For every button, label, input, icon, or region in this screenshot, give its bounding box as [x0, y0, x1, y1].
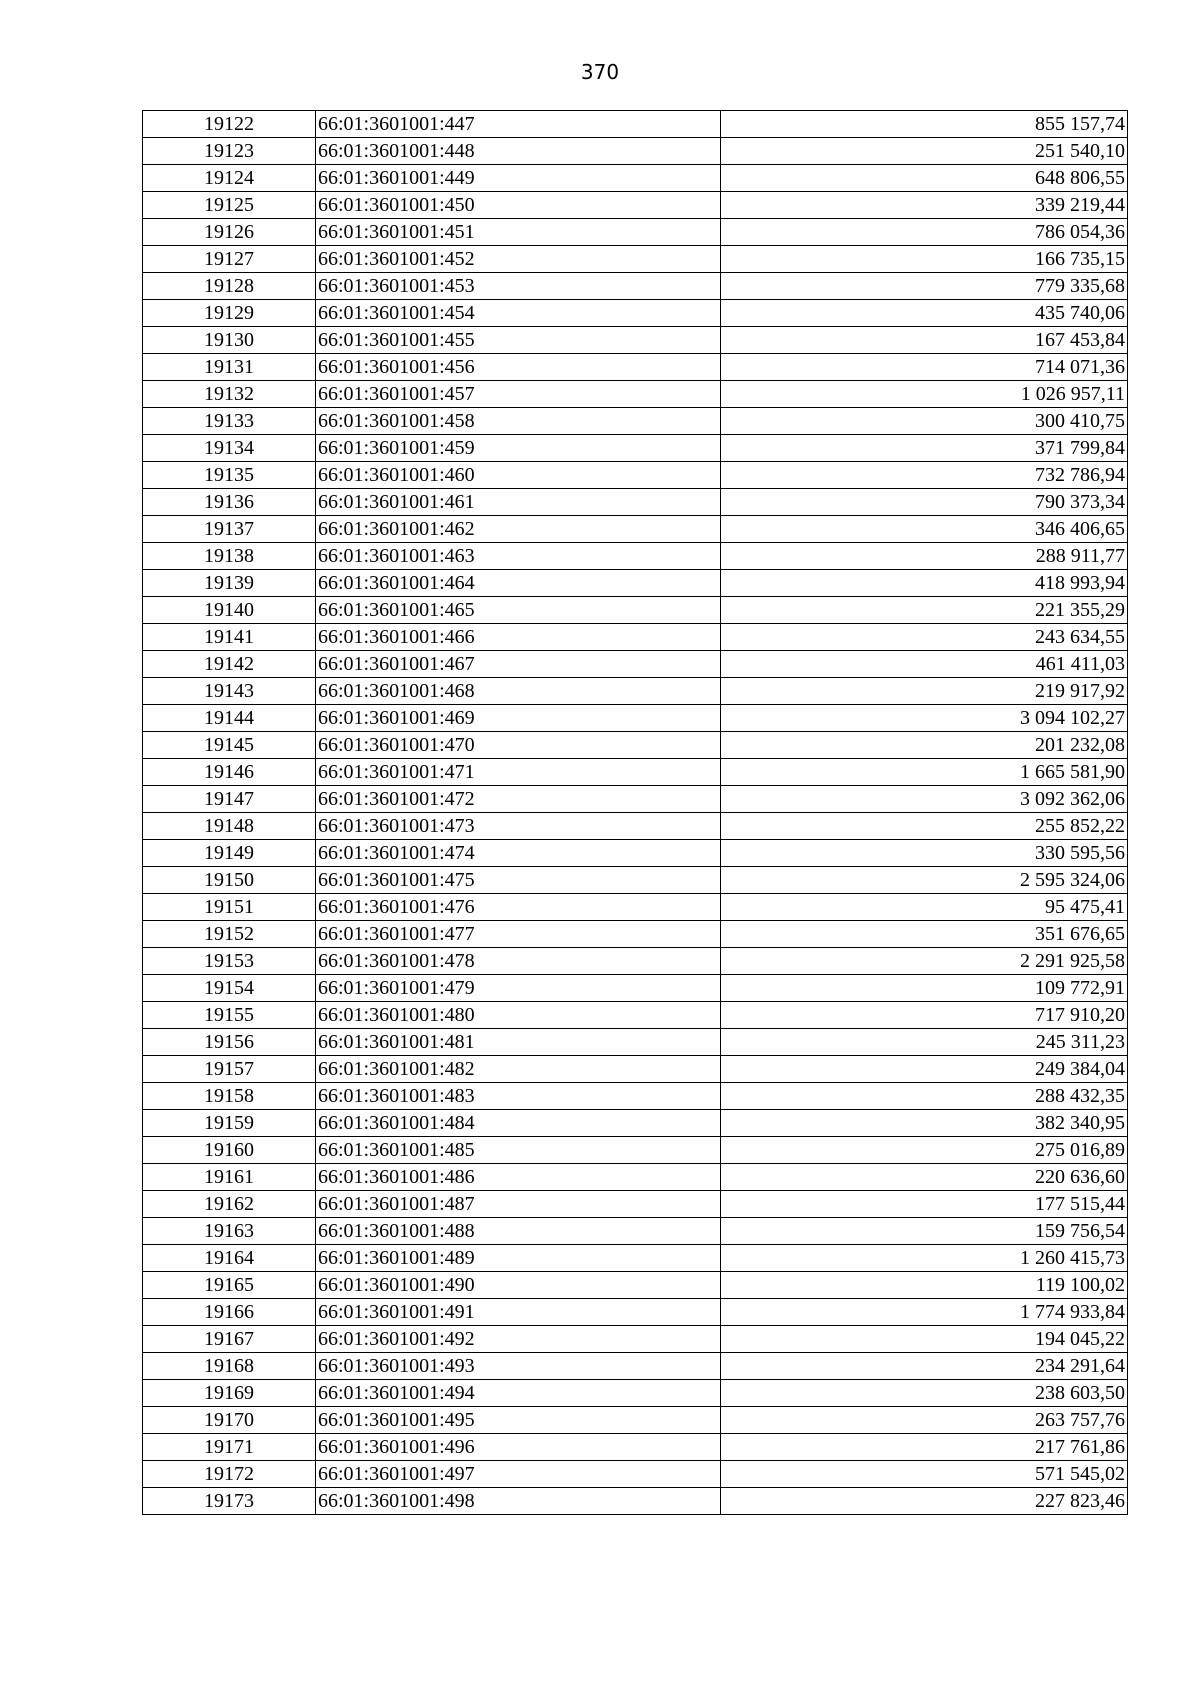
- table-row: [143, 786, 1128, 813]
- page-number: 370: [580, 60, 620, 84]
- table-row: [143, 300, 1128, 327]
- row-number-cell: 19152: [143, 921, 316, 948]
- cadastral-value-cell: 167 453,84: [721, 327, 1128, 354]
- cadastral-number-cell: 66:01:3601001:452: [316, 246, 721, 273]
- cadastral-value-cell: 2 291 925,58: [721, 948, 1128, 975]
- table-row: [143, 975, 1128, 1002]
- row-number-cell: 19125: [143, 192, 316, 219]
- row-number-cell: 19156: [143, 1029, 316, 1056]
- cadastral-number-cell: 66:01:3601001:490: [316, 1272, 721, 1299]
- table-row: [143, 948, 1128, 975]
- row-number-cell: 19151: [143, 894, 316, 921]
- table-row: [143, 732, 1128, 759]
- cadastral-number-cell: 66:01:3601001:469: [316, 705, 721, 732]
- cadastral-number-cell: 66:01:3601001:462: [316, 516, 721, 543]
- table-row: [143, 1029, 1128, 1056]
- table-row: [143, 327, 1128, 354]
- table-row: [143, 759, 1128, 786]
- cadastral-number-cell: 66:01:3601001:455: [316, 327, 721, 354]
- cadastral-number-cell: 66:01:3601001:486: [316, 1164, 721, 1191]
- row-number-cell: 19147: [143, 786, 316, 813]
- row-number-cell: 19128: [143, 273, 316, 300]
- row-number-cell: 19160: [143, 1137, 316, 1164]
- cadastral-value-cell: 418 993,94: [721, 570, 1128, 597]
- row-number-cell: 19168: [143, 1353, 316, 1380]
- cadastral-number-cell: 66:01:3601001:461: [316, 489, 721, 516]
- cadastral-number-cell: 66:01:3601001:466: [316, 624, 721, 651]
- cadastral-number-cell: 66:01:3601001:451: [316, 219, 721, 246]
- cadastral-number-cell: 66:01:3601001:495: [316, 1407, 721, 1434]
- cadastral-value-cell: 251 540,10: [721, 138, 1128, 165]
- table-row: [143, 381, 1128, 408]
- cadastral-value-cell: 227 823,46: [721, 1488, 1128, 1515]
- row-number-cell: 19134: [143, 435, 316, 462]
- row-number-cell: 19166: [143, 1299, 316, 1326]
- cadastral-value-cell: 786 054,36: [721, 219, 1128, 246]
- cadastral-number-cell: 66:01:3601001:489: [316, 1245, 721, 1272]
- cadastral-value-cell: 351 676,65: [721, 921, 1128, 948]
- table-row: [143, 165, 1128, 192]
- table-row: [143, 273, 1128, 300]
- cadastral-value-cell: 371 799,84: [721, 435, 1128, 462]
- table-row: [143, 1056, 1128, 1083]
- row-number-cell: 19173: [143, 1488, 316, 1515]
- table-row: [143, 138, 1128, 165]
- cadastral-number-cell: 66:01:3601001:448: [316, 138, 721, 165]
- row-number-cell: 19130: [143, 327, 316, 354]
- row-number-cell: 19169: [143, 1380, 316, 1407]
- cadastral-number-cell: 66:01:3601001:492: [316, 1326, 721, 1353]
- table-row: [143, 1245, 1128, 1272]
- row-number-cell: 19129: [143, 300, 316, 327]
- cadastral-number-cell: 66:01:3601001:467: [316, 651, 721, 678]
- row-number-cell: 19157: [143, 1056, 316, 1083]
- row-number-cell: 19143: [143, 678, 316, 705]
- row-number-cell: 19138: [143, 543, 316, 570]
- cadastral-value-cell: 221 355,29: [721, 597, 1128, 624]
- table-row: [143, 1488, 1128, 1515]
- cadastral-value-cell: 288 911,77: [721, 543, 1128, 570]
- cadastral-value-cell: 714 071,36: [721, 354, 1128, 381]
- cadastral-value-table: [142, 110, 1128, 1515]
- table-row: [143, 111, 1128, 138]
- cadastral-value-cell: 249 384,04: [721, 1056, 1128, 1083]
- cadastral-value-cell: 732 786,94: [721, 462, 1128, 489]
- cadastral-number-cell: 66:01:3601001:477: [316, 921, 721, 948]
- table-row: [143, 489, 1128, 516]
- cadastral-number-cell: 66:01:3601001:494: [316, 1380, 721, 1407]
- cadastral-value-cell: 1 665 581,90: [721, 759, 1128, 786]
- table-row: [143, 597, 1128, 624]
- table-row: [143, 1326, 1128, 1353]
- row-number-cell: 19172: [143, 1461, 316, 1488]
- row-number-cell: 19142: [143, 651, 316, 678]
- cadastral-number-cell: 66:01:3601001:473: [316, 813, 721, 840]
- table-row: [143, 1380, 1128, 1407]
- cadastral-number-cell: 66:01:3601001:496: [316, 1434, 721, 1461]
- cadastral-value-cell: 855 157,74: [721, 111, 1128, 138]
- cadastral-number-cell: 66:01:3601001:447: [316, 111, 721, 138]
- row-number-cell: 19140: [143, 597, 316, 624]
- table-row: [143, 840, 1128, 867]
- cadastral-value-cell: 288 432,35: [721, 1083, 1128, 1110]
- cadastral-value-cell: 648 806,55: [721, 165, 1128, 192]
- row-number-cell: 19135: [143, 462, 316, 489]
- cadastral-value-cell: 461 411,03: [721, 651, 1128, 678]
- table-row: [143, 219, 1128, 246]
- table-row: [143, 570, 1128, 597]
- row-number-cell: 19148: [143, 813, 316, 840]
- cadastral-number-cell: 66:01:3601001:493: [316, 1353, 721, 1380]
- cadastral-value-cell: 219 917,92: [721, 678, 1128, 705]
- cadastral-value-cell: 255 852,22: [721, 813, 1128, 840]
- cadastral-value-cell: 217 761,86: [721, 1434, 1128, 1461]
- row-number-cell: 19163: [143, 1218, 316, 1245]
- cadastral-value-cell: 790 373,34: [721, 489, 1128, 516]
- row-number-cell: 19131: [143, 354, 316, 381]
- cadastral-value-cell: 234 291,64: [721, 1353, 1128, 1380]
- cadastral-number-cell: 66:01:3601001:468: [316, 678, 721, 705]
- cadastral-value-cell: 166 735,15: [721, 246, 1128, 273]
- table-row: [143, 462, 1128, 489]
- row-number-cell: 19137: [143, 516, 316, 543]
- row-number-cell: 19139: [143, 570, 316, 597]
- cadastral-value-cell: 95 475,41: [721, 894, 1128, 921]
- row-number-cell: 19133: [143, 408, 316, 435]
- row-number-cell: 19165: [143, 1272, 316, 1299]
- row-number-cell: 19146: [143, 759, 316, 786]
- cadastral-value-cell: 435 740,06: [721, 300, 1128, 327]
- row-number-cell: 19145: [143, 732, 316, 759]
- cadastral-value-cell: 159 756,54: [721, 1218, 1128, 1245]
- row-number-cell: 19170: [143, 1407, 316, 1434]
- table-row: [143, 1434, 1128, 1461]
- cadastral-value-cell: 300 410,75: [721, 408, 1128, 435]
- cadastral-number-cell: 66:01:3601001:457: [316, 381, 721, 408]
- cadastral-number-cell: 66:01:3601001:458: [316, 408, 721, 435]
- cadastral-value-cell: 243 634,55: [721, 624, 1128, 651]
- table-row: [143, 543, 1128, 570]
- table-row: [143, 921, 1128, 948]
- table-row: [143, 624, 1128, 651]
- row-number-cell: 19158: [143, 1083, 316, 1110]
- table-row: [143, 1353, 1128, 1380]
- row-number-cell: 19123: [143, 138, 316, 165]
- table-row: [143, 1083, 1128, 1110]
- cadastral-value-cell: 779 335,68: [721, 273, 1128, 300]
- table-row: [143, 1299, 1128, 1326]
- table-row: [143, 678, 1128, 705]
- row-number-cell: 19150: [143, 867, 316, 894]
- row-number-cell: 19171: [143, 1434, 316, 1461]
- table-row: [143, 1002, 1128, 1029]
- cadastral-value-cell: 571 545,02: [721, 1461, 1128, 1488]
- cadastral-value-cell: 220 636,60: [721, 1164, 1128, 1191]
- cadastral-value-cell: 2 595 324,06: [721, 867, 1128, 894]
- cadastral-value-cell: 263 757,76: [721, 1407, 1128, 1434]
- row-number-cell: 19122: [143, 111, 316, 138]
- table-row: [143, 1164, 1128, 1191]
- table-row: [143, 867, 1128, 894]
- cadastral-value-cell: 119 100,02: [721, 1272, 1128, 1299]
- table-row: [143, 408, 1128, 435]
- row-number-cell: 19162: [143, 1191, 316, 1218]
- row-number-cell: 19149: [143, 840, 316, 867]
- row-number-cell: 19126: [143, 219, 316, 246]
- cadastral-value-cell: 3 092 362,06: [721, 786, 1128, 813]
- cadastral-number-cell: 66:01:3601001:476: [316, 894, 721, 921]
- cadastral-number-cell: 66:01:3601001:453: [316, 273, 721, 300]
- cadastral-number-cell: 66:01:3601001:483: [316, 1083, 721, 1110]
- row-number-cell: 19167: [143, 1326, 316, 1353]
- cadastral-value-cell: 330 595,56: [721, 840, 1128, 867]
- cadastral-number-cell: 66:01:3601001:482: [316, 1056, 721, 1083]
- table-row: [143, 813, 1128, 840]
- row-number-cell: 19153: [143, 948, 316, 975]
- cadastral-value-cell: 382 340,95: [721, 1110, 1128, 1137]
- cadastral-number-cell: 66:01:3601001:480: [316, 1002, 721, 1029]
- cadastral-number-cell: 66:01:3601001:450: [316, 192, 721, 219]
- cadastral-number-cell: 66:01:3601001:488: [316, 1218, 721, 1245]
- cadastral-number-cell: 66:01:3601001:479: [316, 975, 721, 1002]
- cadastral-number-cell: 66:01:3601001:472: [316, 786, 721, 813]
- cadastral-number-cell: 66:01:3601001:471: [316, 759, 721, 786]
- row-number-cell: 19164: [143, 1245, 316, 1272]
- cadastral-number-cell: 66:01:3601001:470: [316, 732, 721, 759]
- cadastral-number-cell: 66:01:3601001:465: [316, 597, 721, 624]
- cadastral-number-cell: 66:01:3601001:484: [316, 1110, 721, 1137]
- cadastral-number-cell: 66:01:3601001:475: [316, 867, 721, 894]
- cadastral-value-cell: 717 910,20: [721, 1002, 1128, 1029]
- row-number-cell: 19155: [143, 1002, 316, 1029]
- cadastral-value-cell: 177 515,44: [721, 1191, 1128, 1218]
- table-row: [143, 1272, 1128, 1299]
- table-row: [143, 1407, 1128, 1434]
- cadastral-value-cell: 1 260 415,73: [721, 1245, 1128, 1272]
- table-row: [143, 651, 1128, 678]
- cadastral-number-cell: 66:01:3601001:459: [316, 435, 721, 462]
- cadastral-value-cell: 339 219,44: [721, 192, 1128, 219]
- table-row: [143, 1110, 1128, 1137]
- row-number-cell: 19141: [143, 624, 316, 651]
- cadastral-value-cell: 245 311,23: [721, 1029, 1128, 1056]
- cadastral-number-cell: 66:01:3601001:454: [316, 300, 721, 327]
- cadastral-number-cell: 66:01:3601001:474: [316, 840, 721, 867]
- cadastral-value-cell: 275 016,89: [721, 1137, 1128, 1164]
- table-row: [143, 1218, 1128, 1245]
- row-number-cell: 19161: [143, 1164, 316, 1191]
- row-number-cell: 19154: [143, 975, 316, 1002]
- table-row: [143, 192, 1128, 219]
- table-row: [143, 435, 1128, 462]
- cadastral-number-cell: 66:01:3601001:478: [316, 948, 721, 975]
- row-number-cell: 19124: [143, 165, 316, 192]
- cadastral-number-cell: 66:01:3601001:491: [316, 1299, 721, 1326]
- table-row: [143, 1461, 1128, 1488]
- row-number-cell: 19144: [143, 705, 316, 732]
- cadastral-value-cell: 109 772,91: [721, 975, 1128, 1002]
- table-row: [143, 246, 1128, 273]
- cadastral-number-cell: 66:01:3601001:449: [316, 165, 721, 192]
- cadastral-value-cell: 3 094 102,27: [721, 705, 1128, 732]
- table-row: [143, 1191, 1128, 1218]
- cadastral-value-cell: 1 026 957,11: [721, 381, 1128, 408]
- table-row: [143, 1137, 1128, 1164]
- cadastral-number-cell: 66:01:3601001:485: [316, 1137, 721, 1164]
- cadastral-number-cell: 66:01:3601001:460: [316, 462, 721, 489]
- cadastral-number-cell: 66:01:3601001:498: [316, 1488, 721, 1515]
- cadastral-number-cell: 66:01:3601001:487: [316, 1191, 721, 1218]
- cadastral-number-cell: 66:01:3601001:464: [316, 570, 721, 597]
- table-body: [143, 111, 1128, 1515]
- cadastral-value-cell: 201 232,08: [721, 732, 1128, 759]
- cadastral-number-cell: 66:01:3601001:481: [316, 1029, 721, 1056]
- row-number-cell: 19159: [143, 1110, 316, 1137]
- table-row: [143, 705, 1128, 732]
- table-row: [143, 894, 1128, 921]
- table-row: [143, 354, 1128, 381]
- cadastral-value-cell: 194 045,22: [721, 1326, 1128, 1353]
- row-number-cell: 19136: [143, 489, 316, 516]
- cadastral-number-cell: 66:01:3601001:463: [316, 543, 721, 570]
- table-row: [143, 516, 1128, 543]
- row-number-cell: 19132: [143, 381, 316, 408]
- cadastral-value-cell: 238 603,50: [721, 1380, 1128, 1407]
- row-number-cell: 19127: [143, 246, 316, 273]
- cadastral-number-cell: 66:01:3601001:456: [316, 354, 721, 381]
- cadastral-value-cell: 1 774 933,84: [721, 1299, 1128, 1326]
- cadastral-number-cell: 66:01:3601001:497: [316, 1461, 721, 1488]
- cadastral-value-cell: 346 406,65: [721, 516, 1128, 543]
